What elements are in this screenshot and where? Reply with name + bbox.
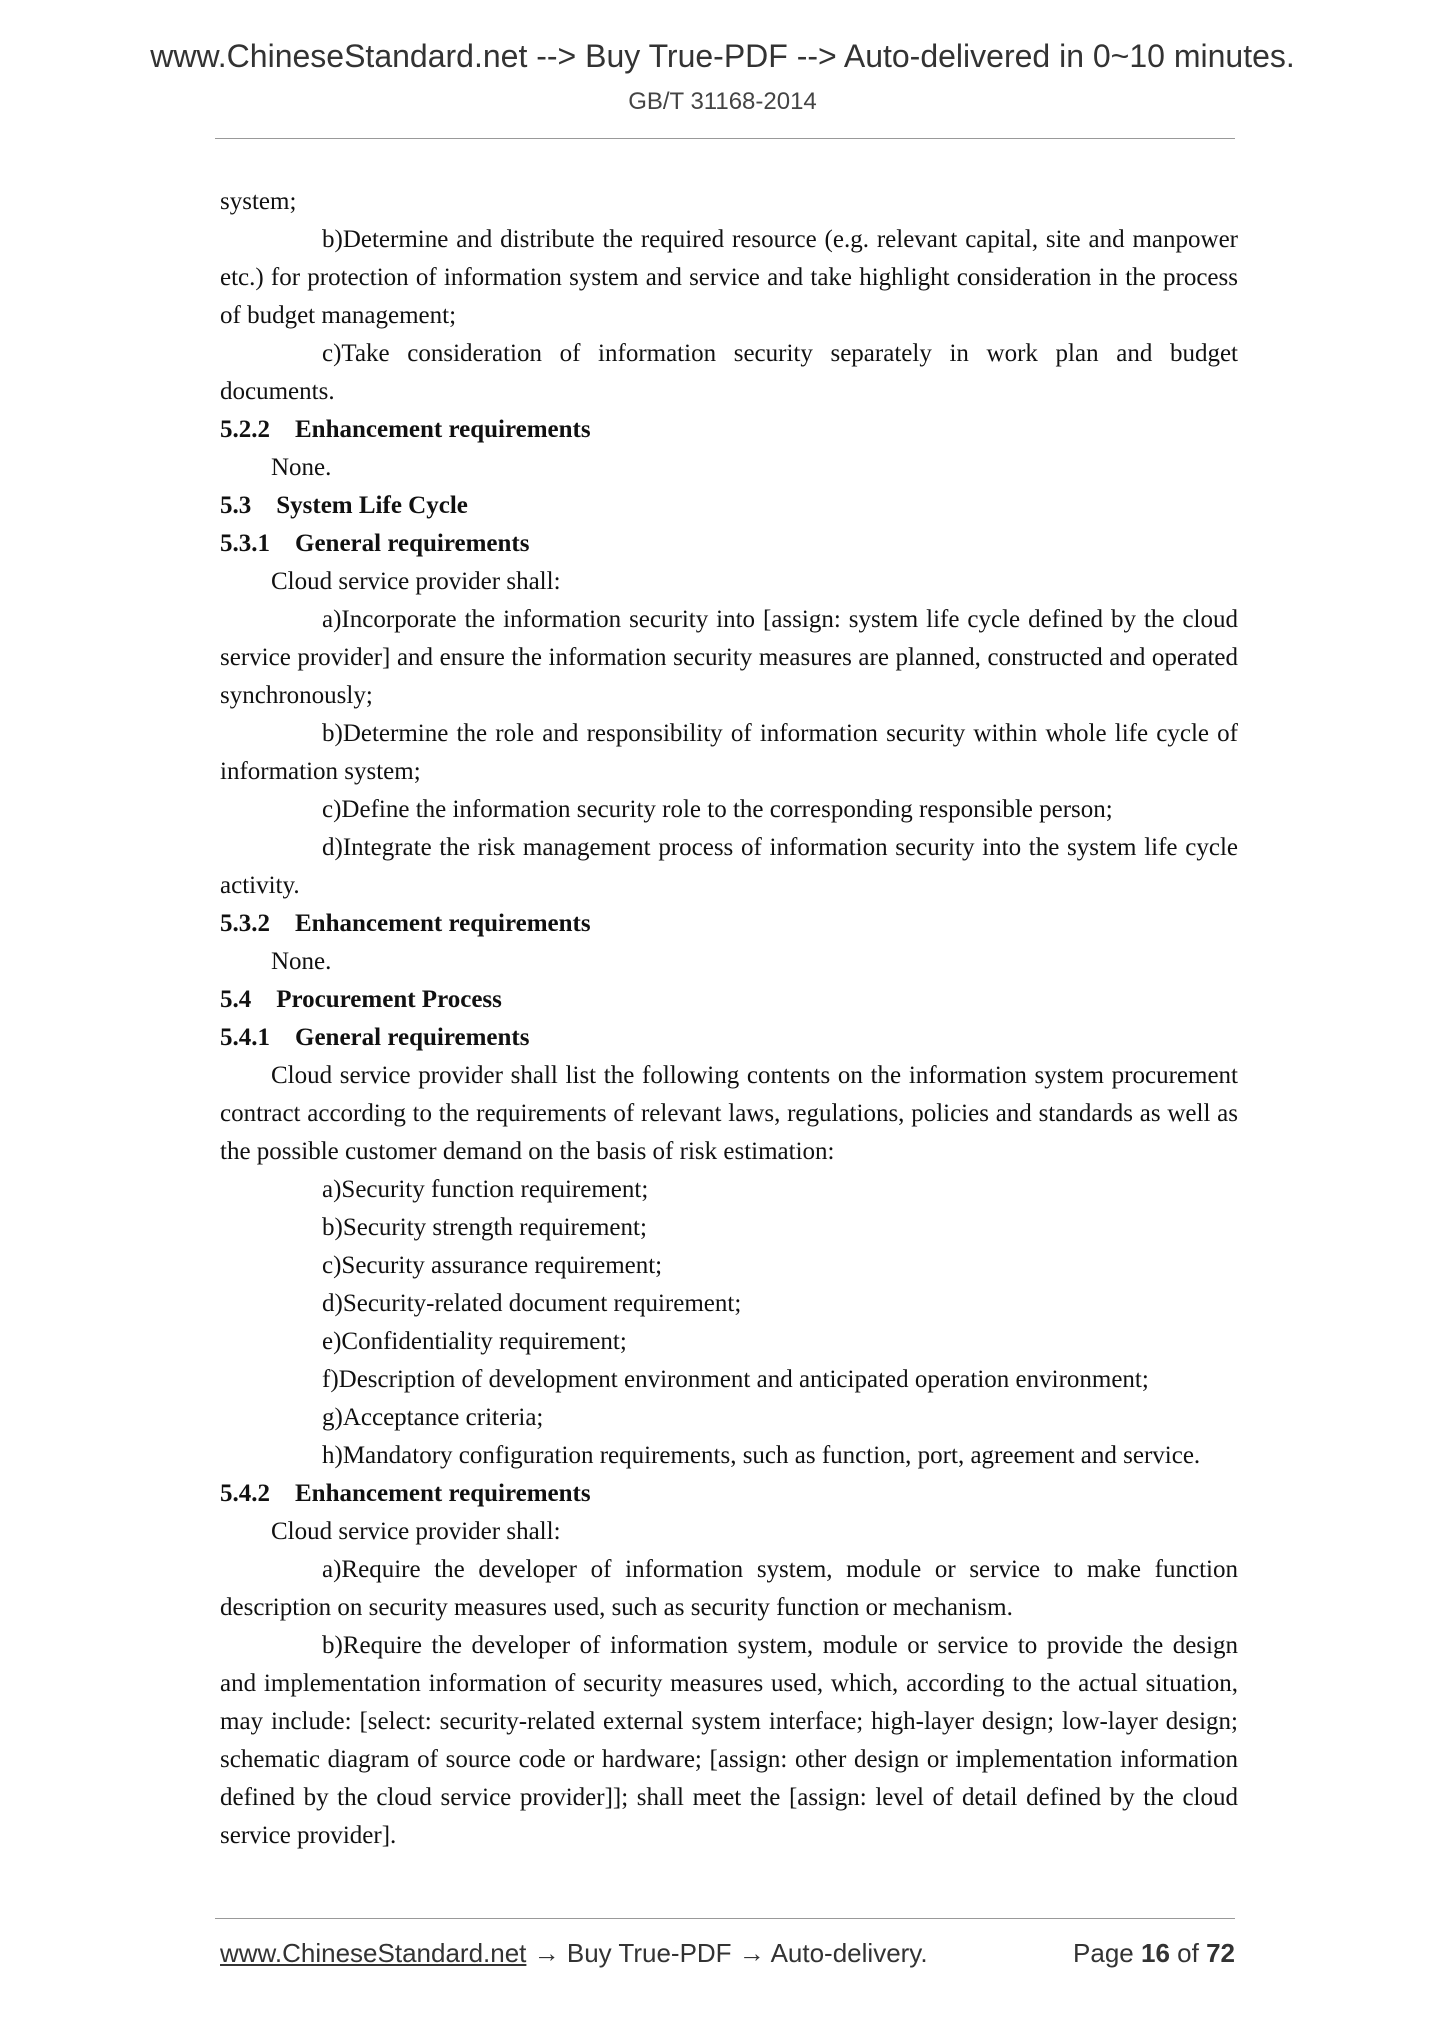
- item-text: Description of development environment and anticipated operation environment;: [338, 1366, 1149, 1393]
- item-label: d): [322, 834, 343, 861]
- list-item: [220, 1209, 1238, 1247]
- page-number: 16: [1141, 1938, 1170, 1968]
- item-text: Acceptance criteria;: [342, 1404, 544, 1431]
- item-text: Require the developer of information system, module or service to make function description on security measures used, such as security function or mechanism.: [220, 1556, 1238, 1621]
- item-text: Security strength requirement;: [342, 1214, 647, 1241]
- standard-code: GB/T 31168-2014: [628, 88, 817, 115]
- item-label: g): [322, 1404, 343, 1431]
- item-label: a): [322, 1176, 342, 1203]
- item-label: h): [322, 1442, 343, 1469]
- footer-promo: [220, 1938, 928, 1969]
- list-item: [220, 1437, 1238, 1475]
- item-label: b): [322, 226, 343, 253]
- item-label: c): [322, 1252, 342, 1279]
- paragraph: None.: [271, 948, 332, 975]
- list-item: [220, 1323, 1238, 1361]
- list-item: [220, 791, 1238, 829]
- section-heading-5-4-2: 5.4.2 Enhancement requirements: [220, 1480, 591, 1507]
- section-heading-5-2-2: 5.2.2 Enhancement requirements: [220, 416, 591, 443]
- section-heading-5-3: 5.3 System Life Cycle: [220, 492, 468, 519]
- list-item: [220, 1285, 1238, 1323]
- item-text: Take consideration of information security separately in work plan and budget documents.: [220, 340, 1238, 405]
- page-indicator: [1073, 1938, 1235, 1969]
- section-heading-5-4-1: 5.4.1 General requirements: [220, 1024, 530, 1051]
- item-text: Security-related document requirement;: [342, 1290, 742, 1317]
- list-item: [220, 1399, 1238, 1437]
- item-text: Security function requirement;: [341, 1176, 649, 1203]
- item-text: Security assurance requirement;: [341, 1252, 663, 1279]
- item-text: Determine and distribute the required resource (e.g. relevant capital, site and manpower etc.) for protection of information system and service and take highlight consideration in the process of budget management;: [220, 226, 1238, 329]
- paragraph: Cloud service provider shall list the following contents on the information system procurement contract according to the requirements of relevant laws, regulations, policies and standards as well as the possible customer demand on the basis of risk estimation:: [220, 1062, 1238, 1165]
- header-banner: www.ChineseStandard.net --> Buy True-PDF --> Auto-delivered in 0~10 minutes.: [150, 38, 1295, 74]
- item-text: Require the developer of information system, module or service to provide the design and implementation information of security measures used, which, according to the actual situation, may include: [select: security-related external system interface; high-layer design; low-layer design; schematic diagram of source code or hardware; [assign: other design or implementation information defined by the cloud service provider]]; shall meet the [assign: level of detail defined by the cloud service provider].: [220, 1632, 1238, 1849]
- item-text: Integrate the risk management process of information security into the system life cycle activity.: [220, 834, 1238, 899]
- item-label: b): [322, 720, 343, 747]
- footer-divider: [215, 1918, 1235, 1919]
- item-text: Confidentiality requirement;: [341, 1328, 627, 1355]
- paragraph: Cloud service provider shall:: [271, 568, 561, 595]
- list-item: [220, 601, 1238, 715]
- site-link[interactable]: www.ChineseStandard.net: [220, 1938, 527, 1968]
- promo-text: → Buy True-PDF → Auto-delivery.: [526, 1938, 928, 1968]
- item-label: b): [322, 1214, 343, 1241]
- section-heading-5-3-2: 5.3.2 Enhancement requirements: [220, 910, 591, 937]
- list-item: [220, 829, 1238, 905]
- paragraph: Cloud service provider shall:: [271, 1518, 561, 1545]
- of-label: of: [1177, 1938, 1199, 1968]
- item-label: a): [322, 606, 342, 633]
- paragraph: system;: [220, 188, 297, 215]
- item-text: Mandatory configuration requirements, such as function, port, agreement and service.: [342, 1442, 1201, 1469]
- document-body: [220, 183, 1238, 1855]
- section-heading-5-3-1: 5.3.1 General requirements: [220, 530, 530, 557]
- list-item: [220, 1247, 1238, 1285]
- item-label: b): [322, 1632, 343, 1659]
- section-heading-5-4: 5.4 Procurement Process: [220, 986, 502, 1013]
- header-divider: [215, 138, 1235, 139]
- page-footer: [220, 1938, 1235, 1978]
- item-label: c): [322, 340, 342, 367]
- item-label: a): [322, 1556, 342, 1583]
- item-text: Incorporate the information security into [assign: system life cycle defined by the cloud service provider] and ensure the information security measures are planned, constructed and operated synchronously;: [220, 606, 1238, 709]
- item-text: Determine the role and responsibility of information security within whole life cycle of information system;: [220, 720, 1238, 785]
- list-item: [220, 1627, 1238, 1855]
- item-text: Define the information security role to the corresponding responsible person;: [341, 796, 1113, 823]
- list-item: [220, 1171, 1238, 1209]
- paragraph: None.: [271, 454, 332, 481]
- total-pages: 72: [1206, 1938, 1235, 1968]
- item-label: e): [322, 1328, 342, 1355]
- item-label: f): [322, 1366, 339, 1393]
- item-label: d): [322, 1290, 343, 1317]
- list-item: [220, 715, 1238, 791]
- list-item: [220, 221, 1238, 335]
- list-item: [220, 1551, 1238, 1627]
- page-label: Page: [1073, 1938, 1134, 1968]
- list-item: [220, 335, 1238, 411]
- list-item: [220, 1361, 1238, 1399]
- item-label: c): [322, 796, 342, 823]
